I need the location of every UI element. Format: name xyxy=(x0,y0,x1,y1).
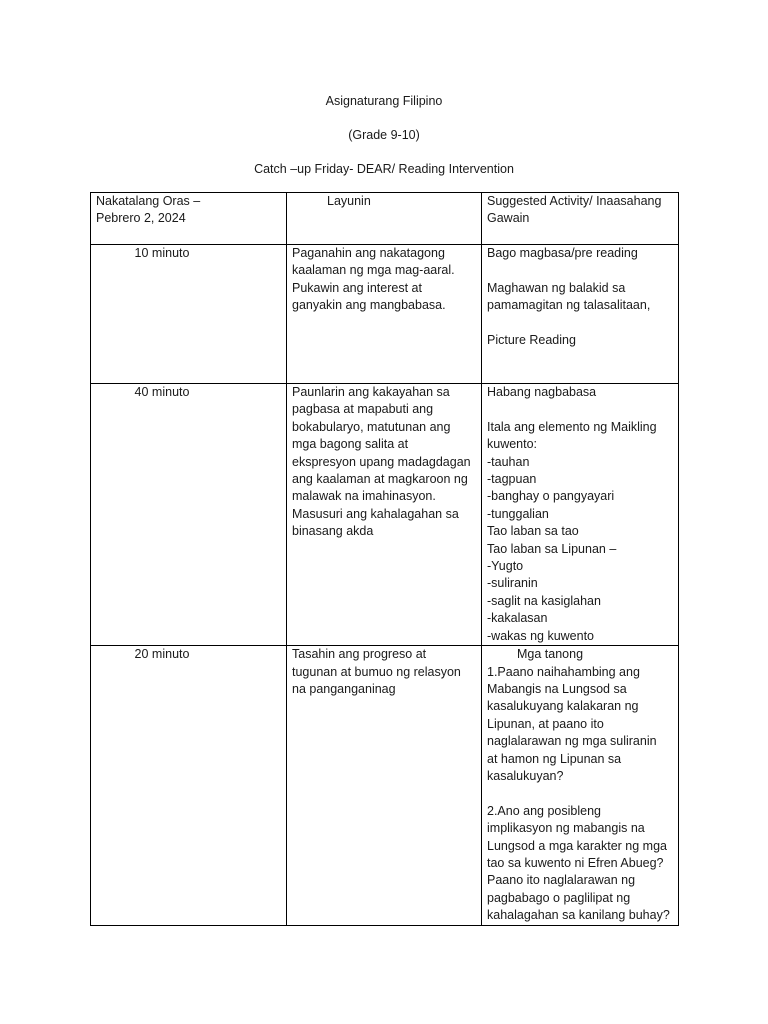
time-cell: 10 minuto xyxy=(91,245,287,384)
header-objective: Layunin xyxy=(287,193,482,245)
table-row xyxy=(91,384,679,646)
activity-cell: Bago magbasa/pre reading Maghawan ng balakid sa pamamagitan ng talasalitaan, Picture Reading xyxy=(482,245,679,384)
activity-cell xyxy=(482,646,679,926)
activity-questions: 1.Paano naihahambing ang Mabangis na Lungsod sa kasalukuyang kalakaran ng Lipunan, at paano ito naglalarawan ng mga suliranin at hamon ng Lipunan sa kasalukuyan? 2.Ano ang posibleng implikasyon ng mabangis na Lungsod a mga karakter ng mga tao sa kuwento ni Efren Abueg? Paano ito naglalarawan ng pagbabago o paglilipat ng kahalagahan sa kanilang buhay? xyxy=(487,664,670,923)
table-row xyxy=(91,646,679,926)
objective-cell: Paganahin ang nakatagong kaalaman ng mga mag-aaral. Pukawin ang interest at ganyakin ang mangbabasa. xyxy=(287,245,482,384)
objective-cell: Tasahin ang progreso at tugunan at bumuo ng relasyon na panganganinag xyxy=(287,646,482,926)
grade-level: (Grade 9-10) xyxy=(348,128,420,142)
activity-heading: Mga tanong xyxy=(517,647,584,662)
table-header-row xyxy=(91,193,679,245)
objective-cell: Paunlarin ang kakayahan sa pagbasa at mapabuti ang bokabularyo, matutunan ang mga bagong salita at ekspresyon upang madagdagan ang kaalaman at magkaroon ng malawak na imahinasyon. Masusuri ang kahalagahan sa binasang akda xyxy=(287,384,482,646)
time-cell: 40 minuto xyxy=(91,384,287,646)
lesson-plan-table xyxy=(90,192,679,926)
document-subtitle: Catch –up Friday- DEAR/ Reading Intervention xyxy=(254,162,514,176)
activity-cell: Habang nagbabasa Itala ang elemento ng Maikling kuwento: -tauhan -tagpuan -banghay o pangyayari -tunggalian Tao laban sa tao Tao laban sa Lipunan – -Yugto -suliranin -saglit na kasiglahan -kakalasan -wakas ng kuwento xyxy=(482,384,679,646)
document-title: Asignaturang Filipino xyxy=(325,94,443,108)
header-time: Nakatalang Oras – Pebrero 2, 2024 xyxy=(91,193,287,245)
header-activity: Suggested Activity/ Inaasahang Gawain xyxy=(482,193,679,245)
table-row xyxy=(91,245,679,384)
time-cell: 20 minuto xyxy=(91,646,287,926)
